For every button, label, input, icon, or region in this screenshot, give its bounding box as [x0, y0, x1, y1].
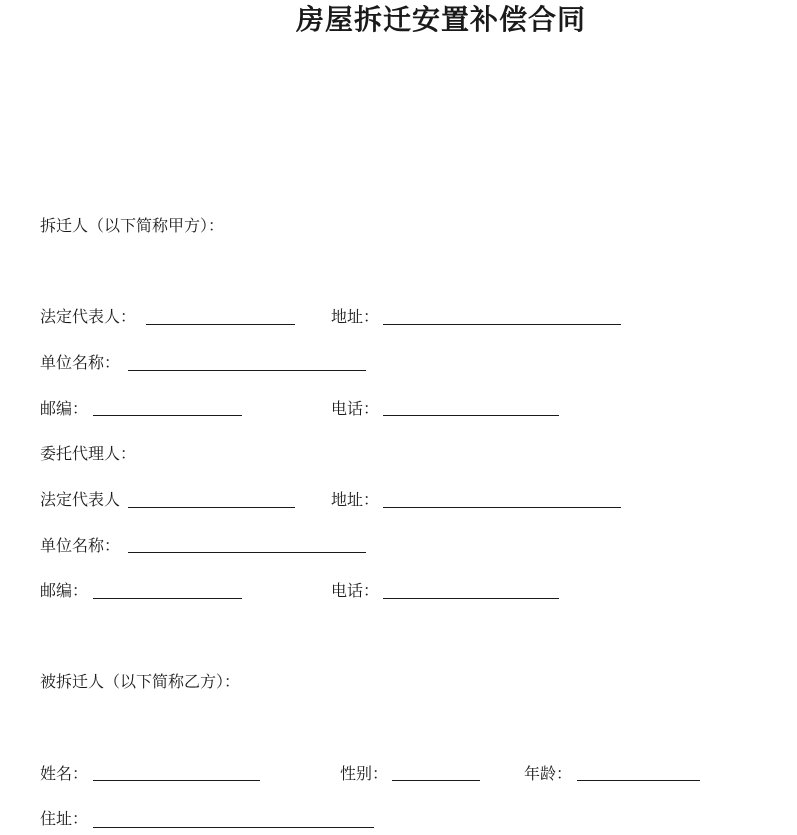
agent-postcode-label: 邮编：	[40, 581, 89, 600]
party-a-address-field[interactable]	[383, 324, 621, 325]
agent-legal-rep-label: 法定代表人	[40, 490, 121, 509]
party-a-unit-name-field[interactable]	[128, 370, 366, 371]
agent-unit-name-label: 单位名称：	[40, 536, 121, 555]
party-b-gender-label: 性别：	[340, 764, 389, 783]
party-b-gender-field[interactable]	[392, 780, 480, 781]
agent-postcode-field[interactable]	[93, 598, 242, 599]
agent-address-label: 地址：	[331, 490, 380, 509]
agent-heading: 委托代理人：	[40, 444, 137, 463]
party-b-name-label: 姓名：	[40, 764, 89, 783]
document-title: 房屋拆迁安置补偿合同	[295, 3, 586, 36]
party-b-heading: 被拆迁人（以下简称乙方）：	[40, 672, 241, 691]
party-a-unit-name-label: 单位名称：	[40, 353, 121, 372]
agent-legal-rep-field[interactable]	[128, 507, 295, 508]
agent-unit-name-field[interactable]	[128, 552, 366, 553]
party-a-phone-label: 电话：	[331, 399, 380, 418]
party-a-phone-field[interactable]	[383, 415, 559, 416]
party-a-postcode-label: 邮编：	[40, 399, 89, 418]
agent-phone-field[interactable]	[383, 598, 559, 599]
party-b-name-field[interactable]	[93, 780, 260, 781]
agent-address-field[interactable]	[383, 507, 621, 508]
party-b-residence-label: 住址：	[40, 809, 89, 828]
party-b-residence-field[interactable]	[93, 827, 374, 828]
party-b-age-label: 年龄：	[524, 764, 573, 783]
party-a-heading: 拆迁人（以下简称甲方）：	[40, 216, 225, 235]
agent-phone-label: 电话：	[331, 581, 380, 600]
party-b-age-field[interactable]	[577, 780, 700, 781]
party-a-address-label: 地址：	[331, 307, 380, 326]
party-a-legal-rep-label: 法定代表人：	[40, 307, 137, 326]
party-a-postcode-field[interactable]	[93, 415, 242, 416]
party-a-legal-rep-field[interactable]	[146, 324, 295, 325]
